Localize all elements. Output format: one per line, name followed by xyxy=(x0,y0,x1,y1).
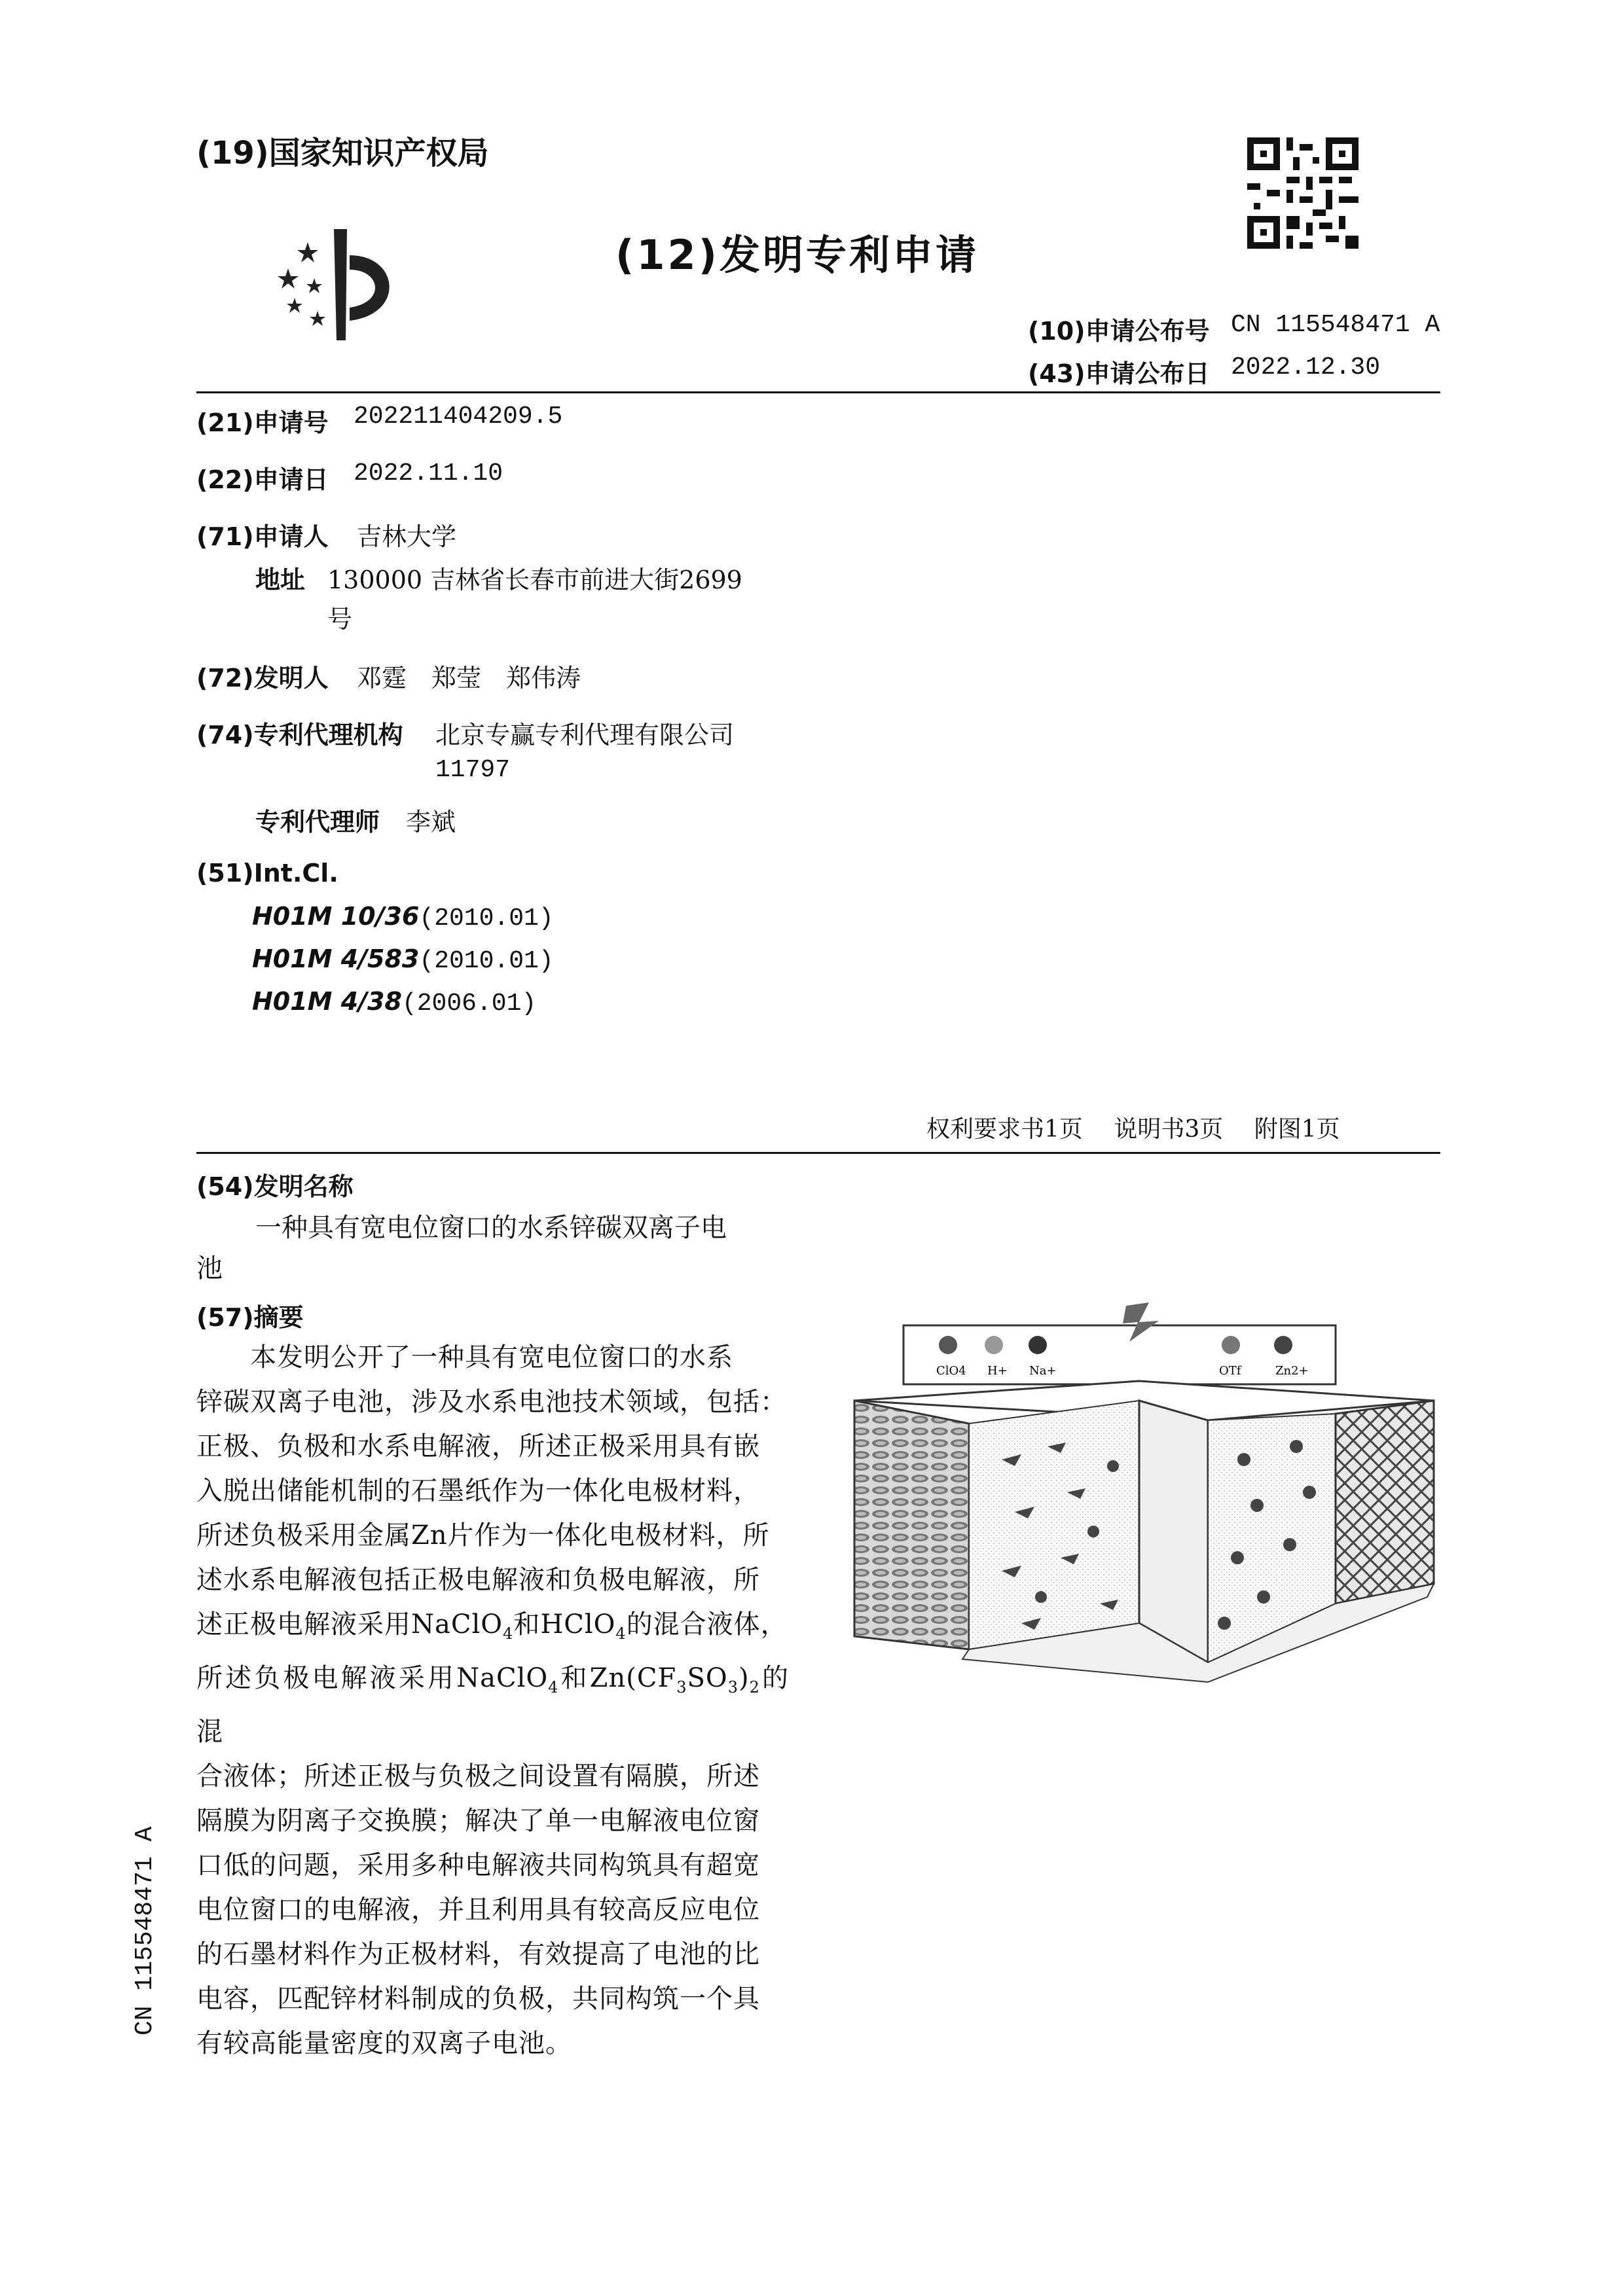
agency-label: (74)专利代理机构 xyxy=(196,721,403,749)
title-label: (54)发明名称 xyxy=(196,1172,354,1201)
agency-line1: 北京专赢专利代理有限公司 xyxy=(435,721,735,749)
header-divider xyxy=(196,391,1440,393)
applicant-label: (71)申请人 xyxy=(196,522,329,551)
ion-label: OTf xyxy=(1219,1364,1241,1378)
ion-label: H+ xyxy=(987,1364,1008,1378)
address-label: 地址 xyxy=(255,565,306,594)
ipc-row xyxy=(252,944,554,975)
battery-schematic-figure xyxy=(851,1296,1440,1721)
abstract-line: 合液体；所述正极与负极之间设置有隔膜，所述 xyxy=(196,1761,760,1791)
agent: 李斌 xyxy=(406,808,456,836)
application-number-label: (21)申请号 xyxy=(196,408,329,437)
publication-date-label: (43)申请公布日 xyxy=(1028,359,1210,388)
application-date-label: (22)申请日 xyxy=(196,465,329,494)
ion-label: ClO4 xyxy=(936,1364,966,1378)
side-publication-number: CN 115548471 A xyxy=(131,1826,159,2036)
abstract-line: 正极、负极和水系电解液，所述正极采用具有嵌 xyxy=(196,1431,760,1462)
ion-label: Zn2+ xyxy=(1275,1364,1309,1378)
invention-title xyxy=(196,1208,786,1289)
title-line: 池 xyxy=(196,1253,223,1283)
abstract-line: 锌碳双离子电池，涉及水系电池技术领域，包括： xyxy=(196,1387,787,1417)
publication-date: 2022.12.30 xyxy=(1231,353,1381,382)
abstract-line: 所述负极电解液采用NaClO$_4$和$Zn(CF_3SO_3)_2$的混 xyxy=(196,1663,789,1747)
publication-number-label: (10)申请公布号 xyxy=(1028,317,1210,346)
ipc-version: (2010.01) xyxy=(419,947,554,975)
abstract-text xyxy=(196,1335,789,2066)
address-line1: 130000 吉林省长春市前进大街2699 xyxy=(327,565,742,594)
cnipa-logo xyxy=(268,216,419,347)
ipc-row xyxy=(252,987,536,1018)
abstract-line: 本发明公开了一种具有宽电位窗口的水系 xyxy=(196,1342,733,1372)
ipc-version: (2010.01) xyxy=(419,905,554,933)
inventor-label: (72)发明人 xyxy=(196,664,329,692)
ipc-row xyxy=(252,902,554,933)
ipc-code: H01M 4/583 xyxy=(252,944,420,973)
applicant: 吉林大学 xyxy=(357,522,457,551)
abstract-line: 入脱出储能机制的石墨纸作为一体化电极材料， xyxy=(196,1476,760,1506)
abstract-line: 隔膜为阴离子交换膜；解决了单一电解液电位窗 xyxy=(196,1806,760,1836)
publication-number: CN 115548471 A xyxy=(1231,311,1440,339)
qr-code xyxy=(1247,137,1359,249)
section-divider xyxy=(196,1152,1440,1154)
int-cl-label: (51)Int.Cl. xyxy=(196,859,338,888)
abstract-line: 述水系电解液包括正极电解液和负极电解液，所 xyxy=(196,1565,760,1595)
agency-line2: 11797 xyxy=(435,756,511,784)
application-number: 202211404209.5 xyxy=(354,403,563,431)
title-line: 一种具有宽电位窗口的水系锌碳双离子电 xyxy=(255,1213,727,1243)
abstract-line: 口低的问题，采用多种电解液共同构筑具有超宽 xyxy=(196,1850,760,1880)
abstract-line: 有较高能量密度的双离子电池。 xyxy=(196,2028,572,2058)
abstract-line: 述正极电解液采用NaClO$_4$和HClO$_4$的混合液体， xyxy=(196,1609,788,1643)
application-date: 2022.11.10 xyxy=(354,459,503,488)
ipc-code: H01M 4/38 xyxy=(252,987,402,1016)
abstract-label: (57)摘要 xyxy=(196,1303,304,1332)
abstract-line: 的石墨材料作为正极材料，有效提高了电池的比 xyxy=(196,1939,760,1969)
address-line2: 号 xyxy=(327,605,353,634)
ion-label: Na+ xyxy=(1029,1364,1057,1378)
ipc-version: (2006.01) xyxy=(401,990,537,1018)
agent-label: 专利代理师 xyxy=(255,808,380,836)
abstract-line: 电位窗口的电解液，并且利用具有较高反应电位 xyxy=(196,1895,760,1925)
ipc-code: H01M 10/36 xyxy=(252,902,420,931)
page-count-info: 权利要求书1页 说明书3页 附图1页 xyxy=(926,1116,1340,1143)
abstract-line: 所述负极采用金属Zn片作为一体化电极材料，所 xyxy=(196,1520,770,1551)
document-type: (12)发明专利申请 xyxy=(615,231,979,279)
inventors: 邓霆 郑莹 郑伟涛 xyxy=(357,664,581,692)
abstract-line: 电容，匹配锌材料制成的负极，共同构筑一个具 xyxy=(196,1984,760,2014)
office-name: (19)国家知识产权局 xyxy=(196,135,489,171)
